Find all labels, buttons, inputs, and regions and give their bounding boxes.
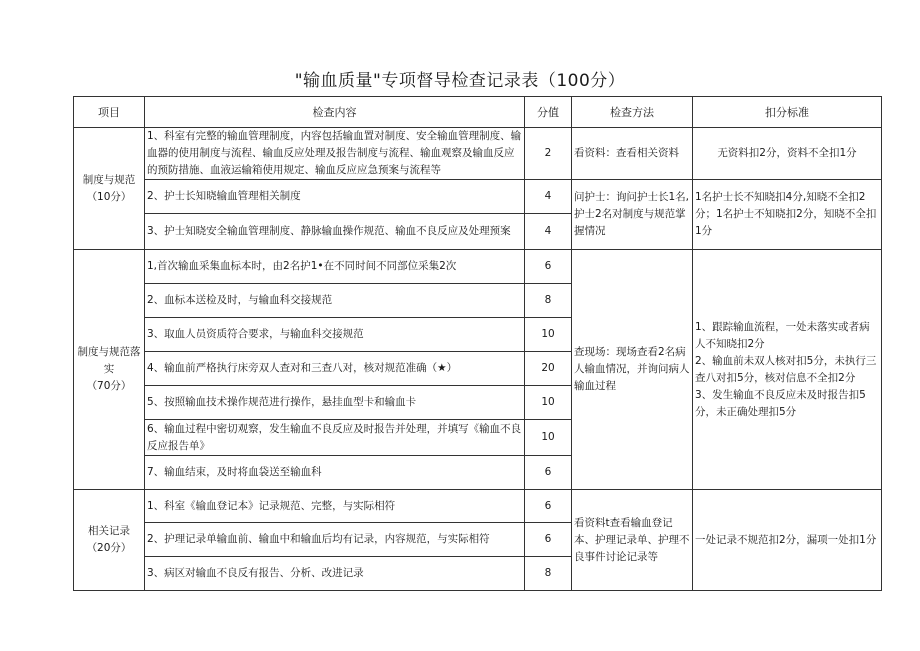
content-cell: 3、取血人员资质符合要求，与输血科交接规范	[145, 318, 525, 352]
table-header-row	[74, 97, 882, 128]
score-cell: 4	[525, 180, 572, 214]
category-name: 相关记录	[88, 525, 130, 537]
content-cell: 7、输血结束，及时将血袋送至输血科	[145, 456, 525, 490]
criteria-cell	[693, 250, 882, 490]
category-name: 制度与规范落实	[77, 346, 141, 375]
page-title: "输血质量"专项督导检查记录表（100分）	[294, 71, 626, 91]
table-row	[74, 128, 882, 180]
table-row	[74, 250, 882, 284]
category-cell	[74, 490, 145, 591]
header-criteria: 扣分标准	[693, 97, 882, 128]
content-cell: 1、科室有完整的输血管理制度，内容包括输血置对制度、安全输血管理制度、输血器的使用制度与流程、输血反应处理及报告制度与流程、输血观察及输血反应的预防措施、血液运输箱使用规定、输血反应应急预案与流程等	[145, 128, 525, 180]
score-cell: 4	[525, 214, 572, 250]
score-cell: 10	[525, 318, 572, 352]
score-cell: 20	[525, 352, 572, 386]
content-cell: 4、输血前严格执行床旁双人查对和三查八对，核对规范准确（★）	[145, 352, 525, 386]
score-cell: 10	[525, 420, 572, 456]
category-cell	[74, 128, 145, 250]
content-cell: 6、输血过程中密切观察，发生输血不良反应及时报告并处理，并填写《输血不良反应报告单》	[145, 420, 525, 456]
header-content: 检查内容	[145, 97, 525, 128]
header-score: 分值	[525, 97, 572, 128]
score-cell: 8	[525, 557, 572, 591]
table-row	[74, 490, 882, 523]
category-name: 制度与规范	[82, 173, 136, 186]
criteria-cell: 1名护士长不知晓扣4分,知晓不全扣2分；1名护士不知晓扣2分，知晓不全扣1分	[693, 180, 882, 250]
criteria-line: 2、输血前未双人核对扣5分，未执行三查八对扣5分，核对信息不全扣2分	[695, 354, 877, 384]
method-cell: 看资料：查看相关资料	[572, 128, 693, 180]
table-row	[74, 180, 882, 214]
score-cell: 2	[525, 128, 572, 180]
method-cell: 查现场：现场查看2名病人输血情况，并询问病人输血过程	[572, 250, 693, 490]
method-cell: 问护士：询问护士长1名,护士2名对制度与规范掌握情况	[572, 180, 693, 250]
content-cell: 1、科室《输血登记本》记录规范、完整，与实际相符	[145, 490, 525, 523]
header-method: 检查方法	[572, 97, 693, 128]
criteria-cell: 一处记录不规范扣2分，漏项一处扣1分	[693, 490, 882, 591]
category-points: （20分）	[86, 542, 132, 554]
score-cell: 10	[525, 386, 572, 420]
content-cell: 5、按照输血技术操作规范进行操作，悬挂血型卡和输血卡	[145, 386, 525, 420]
criteria-line: 1、跟踪输血流程，一处未落实或者病人不知晓扣2分	[695, 320, 870, 350]
header-item: 项目	[74, 97, 145, 128]
content-cell: 2、血标本送检及时，与输血科交接规范	[145, 284, 525, 318]
method-cell: 看资料t查看输血登记本、护理记录单、护理不良事件讨论记录等	[572, 490, 693, 591]
score-cell: 6	[525, 250, 572, 284]
criteria-cell: 无资料扣2分，资料不全扣1分	[693, 128, 882, 180]
category-cell	[74, 250, 145, 490]
category-points: （10分）	[86, 190, 132, 203]
criteria-line: 3、发生输血不良反应未及时报告扣5分，未正确处理扣5分	[695, 388, 866, 418]
score-cell: 6	[525, 490, 572, 523]
content-cell: 1,首次输血采集血标本时，由2名护1•在不同时间不同部位采集2次	[145, 250, 525, 284]
score-cell: 6	[525, 523, 572, 557]
content-cell: 3、护士知晓安全输血管理制度、静脉输血操作规范、输血不良反应及处理预案	[145, 214, 525, 250]
inspection-table	[73, 96, 882, 591]
content-cell: 2、护士长知晓输血管理相关制度	[145, 180, 525, 214]
content-cell: 2、护理记录单输血前、输血中和输血后均有记录，内容规范，与实际相符	[145, 523, 525, 557]
score-cell: 6	[525, 456, 572, 490]
content-cell: 3、病区对输血不良反有报告、分析、改进记录	[145, 557, 525, 591]
score-cell: 8	[525, 284, 572, 318]
category-points: （70分）	[86, 380, 132, 392]
